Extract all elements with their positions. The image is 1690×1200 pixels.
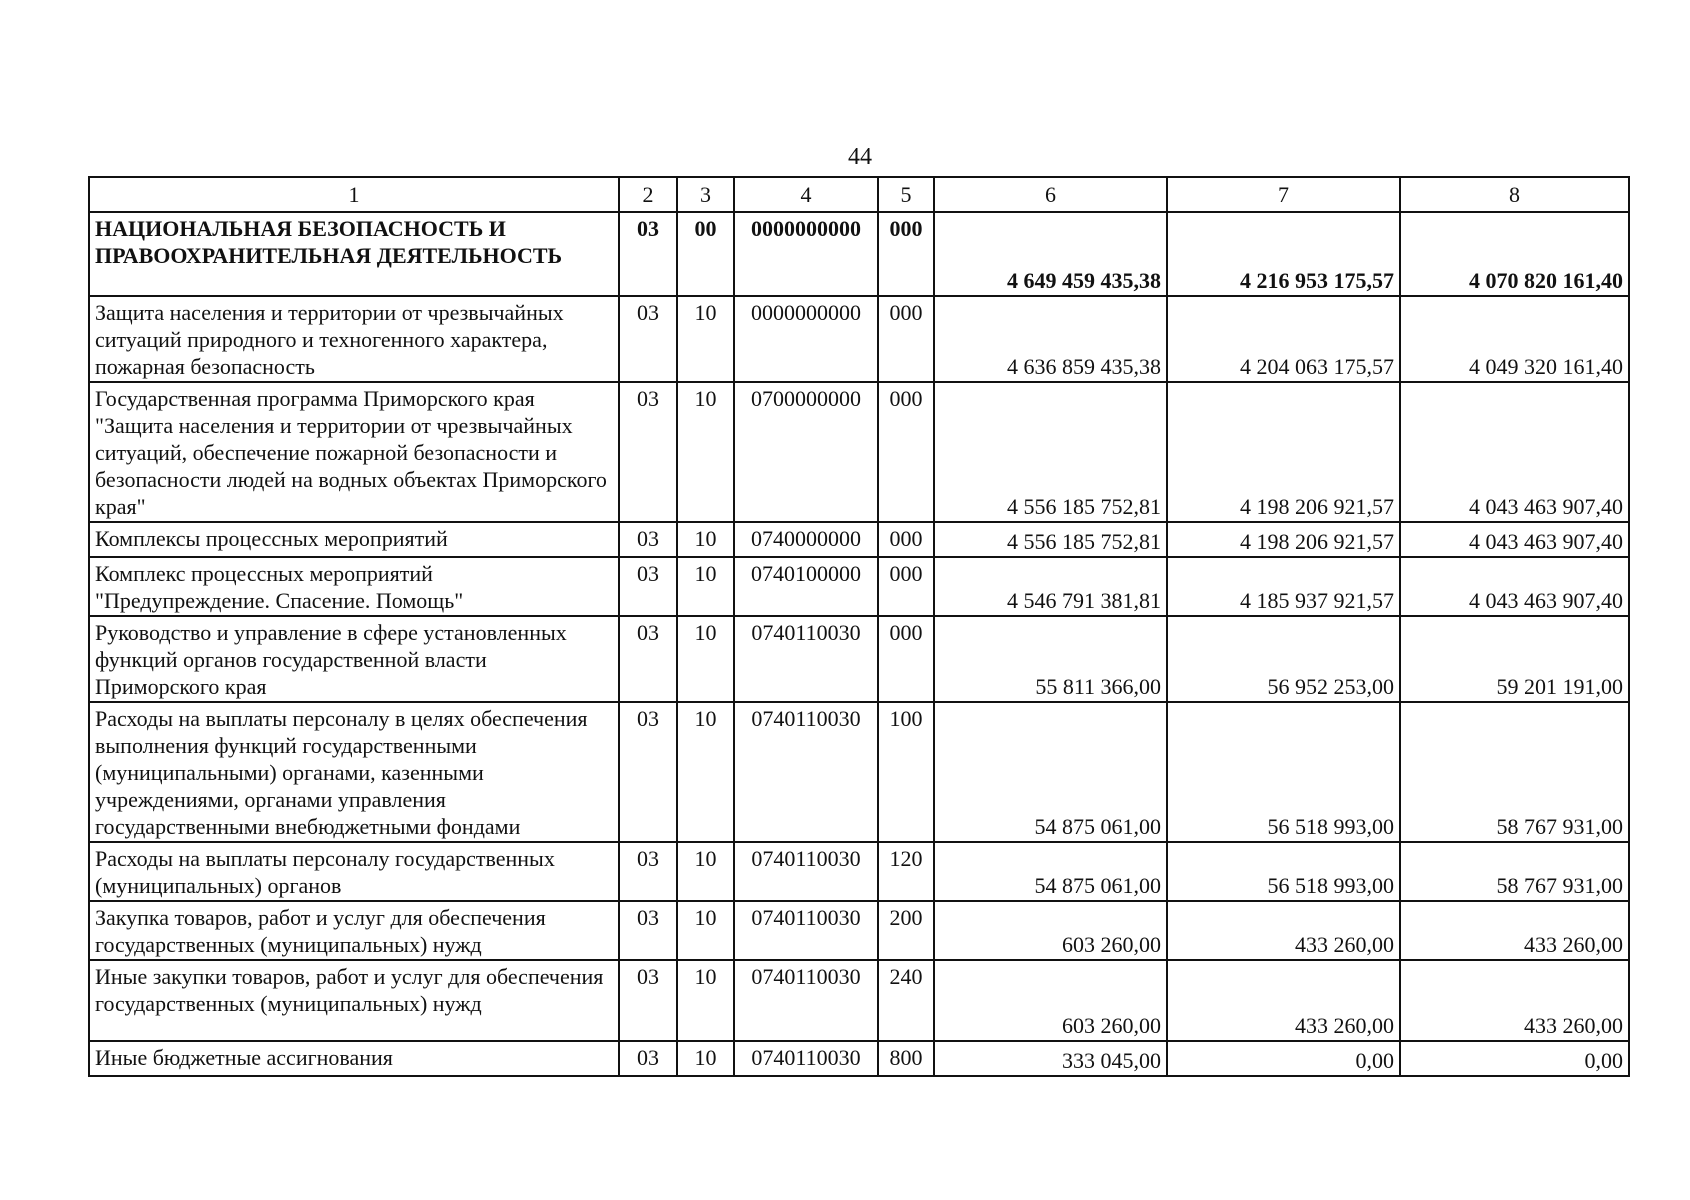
page-number: 44 <box>848 144 872 170</box>
row-name: Расходы на выплаты персоналу в целях обеспечения выполнения функций государственными (муниципальными) органами, казенными учреждениями, органами управления государственными внебюджетными фондами <box>89 702 619 842</box>
column-number: 7 <box>1167 177 1400 212</box>
amount-col-8: 0,00 <box>1400 1041 1629 1076</box>
budget-table-body <box>89 177 1629 1076</box>
subsection-code: 10 <box>677 557 734 616</box>
table-row <box>89 842 1629 901</box>
expense-type-code: 120 <box>878 842 934 901</box>
subsection-code: 10 <box>677 382 734 522</box>
target-article-code: 0740110030 <box>734 616 878 702</box>
expense-type-code: 000 <box>878 557 934 616</box>
table-row <box>89 296 1629 382</box>
amount-col-6: 4 556 185 752,81 <box>934 382 1167 522</box>
amount-col-6: 55 811 366,00 <box>934 616 1167 702</box>
table-row <box>89 557 1629 616</box>
subsection-code: 10 <box>677 960 734 1041</box>
amount-col-8: 4 043 463 907,40 <box>1400 557 1629 616</box>
section-code: 03 <box>619 296 677 382</box>
amount-col-6: 4 636 859 435,38 <box>934 296 1167 382</box>
amount-col-6: 54 875 061,00 <box>934 842 1167 901</box>
section-code: 03 <box>619 212 677 296</box>
subsection-code: 10 <box>677 842 734 901</box>
amount-col-8: 4 049 320 161,40 <box>1400 296 1629 382</box>
amount-col-7: 56 952 253,00 <box>1167 616 1400 702</box>
amount-col-7: 4 198 206 921,57 <box>1167 522 1400 557</box>
column-number: 6 <box>934 177 1167 212</box>
target-article-code: 0740000000 <box>734 522 878 557</box>
target-article-code: 0740110030 <box>734 901 878 960</box>
section-code: 03 <box>619 557 677 616</box>
column-number: 5 <box>878 177 934 212</box>
subsection-code: 10 <box>677 522 734 557</box>
amount-col-8: 433 260,00 <box>1400 901 1629 960</box>
table-row <box>89 616 1629 702</box>
row-name: Иные бюджетные ассигнования <box>89 1041 619 1076</box>
amount-col-8: 58 767 931,00 <box>1400 702 1629 842</box>
target-article-code: 0740110030 <box>734 960 878 1041</box>
row-name: Комплексы процессных мероприятий <box>89 522 619 557</box>
section-code: 03 <box>619 382 677 522</box>
target-article-code: 0000000000 <box>734 212 878 296</box>
column-number: 1 <box>89 177 619 212</box>
column-number: 3 <box>677 177 734 212</box>
column-number: 4 <box>734 177 878 212</box>
subsection-code: 10 <box>677 296 734 382</box>
amount-col-7: 433 260,00 <box>1167 960 1400 1041</box>
target-article-code: 0740110030 <box>734 842 878 901</box>
subsection-code: 10 <box>677 1041 734 1076</box>
target-article-code: 0000000000 <box>734 296 878 382</box>
table-row <box>89 1041 1629 1076</box>
section-code: 03 <box>619 702 677 842</box>
column-number-row <box>89 177 1629 212</box>
row-name: Государственная программа Приморского края "Защита населения и территории от чрезвычайных ситуаций, обеспечение пожарной безопасности и безопасности людей на водных объектах Приморского края" <box>89 382 619 522</box>
row-name: НАЦИОНАЛЬНАЯ БЕЗОПАСНОСТЬ И ПРАВООХРАНИТЕЛЬНАЯ ДЕЯТЕЛЬНОСТЬ <box>89 212 619 296</box>
amount-col-8: 59 201 191,00 <box>1400 616 1629 702</box>
amount-col-6: 603 260,00 <box>934 960 1167 1041</box>
amount-col-7: 4 185 937 921,57 <box>1167 557 1400 616</box>
subsection-code: 10 <box>677 901 734 960</box>
target-article-code: 0740100000 <box>734 557 878 616</box>
expense-type-code: 000 <box>878 382 934 522</box>
amount-col-8: 58 767 931,00 <box>1400 842 1629 901</box>
amount-col-7: 56 518 993,00 <box>1167 702 1400 842</box>
column-number: 8 <box>1400 177 1629 212</box>
amount-col-8: 4 043 463 907,40 <box>1400 522 1629 557</box>
expense-type-code: 000 <box>878 296 934 382</box>
amount-col-8: 4 070 820 161,40 <box>1400 212 1629 296</box>
target-article-code: 0740110030 <box>734 1041 878 1076</box>
row-name: Расходы на выплаты персоналу государственных (муниципальных) органов <box>89 842 619 901</box>
table-row <box>89 212 1629 296</box>
row-name: Руководство и управление в сфере установленных функций органов государственной власти Приморского края <box>89 616 619 702</box>
expense-type-code: 240 <box>878 960 934 1041</box>
expense-type-code: 800 <box>878 1041 934 1076</box>
table-row <box>89 382 1629 522</box>
amount-col-7: 0,00 <box>1167 1041 1400 1076</box>
amount-col-8: 4 043 463 907,40 <box>1400 382 1629 522</box>
expense-type-code: 000 <box>878 616 934 702</box>
row-name: Комплекс процессных мероприятий "Предупреждение. Спасение. Помощь" <box>89 557 619 616</box>
section-code: 03 <box>619 842 677 901</box>
subsection-code: 10 <box>677 702 734 842</box>
amount-col-6: 54 875 061,00 <box>934 702 1167 842</box>
amount-col-7: 4 198 206 921,57 <box>1167 382 1400 522</box>
amount-col-8: 433 260,00 <box>1400 960 1629 1041</box>
section-code: 03 <box>619 616 677 702</box>
section-code: 03 <box>619 901 677 960</box>
amount-col-7: 4 216 953 175,57 <box>1167 212 1400 296</box>
subsection-code: 00 <box>677 212 734 296</box>
subsection-code: 10 <box>677 616 734 702</box>
row-name: Защита населения и территории от чрезвычайных ситуаций природного и техногенного характера, пожарная безопасность <box>89 296 619 382</box>
expense-type-code: 000 <box>878 522 934 557</box>
target-article-code: 0700000000 <box>734 382 878 522</box>
column-number: 2 <box>619 177 677 212</box>
amount-col-7: 56 518 993,00 <box>1167 842 1400 901</box>
expense-type-code: 100 <box>878 702 934 842</box>
target-article-code: 0740110030 <box>734 702 878 842</box>
table-row <box>89 901 1629 960</box>
table-row <box>89 960 1629 1041</box>
amount-col-6: 4 546 791 381,81 <box>934 557 1167 616</box>
section-code: 03 <box>619 1041 677 1076</box>
row-name: Иные закупки товаров, работ и услуг для обеспечения государственных (муниципальных) нужд <box>89 960 619 1041</box>
table-row <box>89 702 1629 842</box>
section-code: 03 <box>619 960 677 1041</box>
amount-col-6: 603 260,00 <box>934 901 1167 960</box>
budget-table <box>88 176 1630 1077</box>
amount-col-6: 333 045,00 <box>934 1041 1167 1076</box>
amount-col-6: 4 649 459 435,38 <box>934 212 1167 296</box>
amount-col-7: 4 204 063 175,57 <box>1167 296 1400 382</box>
row-name: Закупка товаров, работ и услуг для обеспечения государственных (муниципальных) нужд <box>89 901 619 960</box>
section-code: 03 <box>619 522 677 557</box>
expense-type-code: 000 <box>878 212 934 296</box>
expense-type-code: 200 <box>878 901 934 960</box>
amount-col-6: 4 556 185 752,81 <box>934 522 1167 557</box>
table-row <box>89 522 1629 557</box>
amount-col-7: 433 260,00 <box>1167 901 1400 960</box>
